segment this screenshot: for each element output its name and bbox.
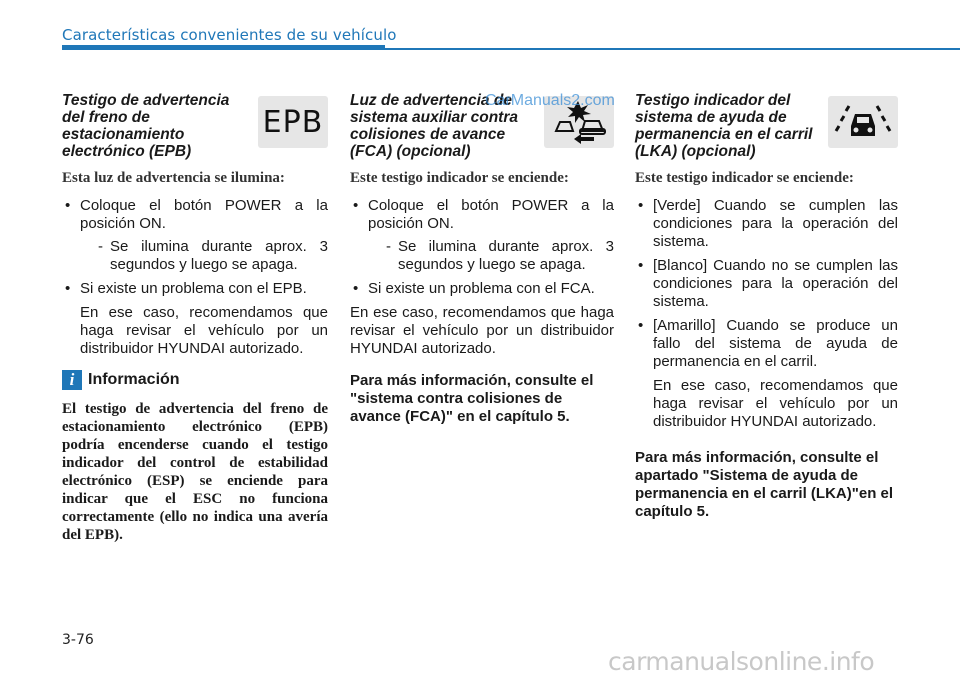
section-title-fca: Luz de advertencia de sistema auxiliar contra colisiones de avance (FCA) (opcional): [350, 92, 518, 160]
bullet-text: [Amarillo] Cuando se produce un fallo del sistema de ayuda de permanencia en el carril.: [653, 317, 898, 370]
lead-text-epb: Esta luz de advertencia se ilumina:: [62, 170, 285, 186]
page-number: 3-76: [62, 632, 94, 648]
reference-note-lka: Para más información, consulte el apartado "Sistema de ayuda de permanencia en el carril (LKA)"en el capítulo 5.: [635, 449, 894, 520]
info-header: [62, 370, 328, 390]
info-text: El testigo de advertencia del freno de estacionamiento electrónico (EPB) podría encenderse cuando el testigo indicador del control de estabilidad electrónico (ESP) se enciende para indicar que el ESC no funciona correctamente (ello no indica una avería del EPB).: [62, 401, 328, 543]
lead-text-lka: Este testigo indicador se enciende:: [635, 170, 854, 186]
column-lka: [635, 92, 898, 521]
info-icon: i: [62, 370, 82, 390]
reference-note-fca: Para más información, consulte el "sistema contra colisiones de avance (FCA)" en el capítulo 5.: [350, 372, 594, 425]
epb-icon-text: EPB: [262, 104, 324, 140]
list-item: [635, 257, 898, 311]
sub-item: - Se ilumina durante aprox. 3 segundos y luego se apaga.: [98, 238, 328, 273]
bullet-list-lka: [635, 197, 898, 371]
bullet-list-epb: [62, 197, 328, 298]
section-header-lka: [635, 92, 898, 170]
sub-item: - Se ilumina durante aprox. 3 segundos y luego se apaga.: [386, 238, 614, 273]
info-title: Información: [88, 371, 180, 388]
watermark-top: CarManuals2.com: [485, 92, 615, 109]
bullet-text: [Verde] Cuando se cumplen las condiciones para la operación del sistema.: [653, 197, 898, 250]
watermark-bottom: carmanualsonline.info: [608, 647, 875, 676]
note-text-epb: En ese caso, recomendamos que haga revisar el vehículo por un distribuidor HYUNDAI autorizado.: [80, 304, 328, 357]
bullet-text: Coloque el botón POWER a la posición ON.: [368, 197, 614, 232]
list-item: [62, 280, 328, 298]
bullet-text: Si existe un problema con el FCA.: [368, 280, 595, 297]
column-fca: [350, 92, 614, 426]
sub-item-text: Se ilumina durante aprox. 3 segundos y luego se apaga.: [398, 238, 614, 273]
section-title-lka: Testigo indicador del sistema de ayuda de permanencia en el carril (LKA) (opcional): [635, 92, 813, 160]
list-item: [635, 197, 898, 251]
header-rule-thin: [385, 48, 960, 50]
bullet-list-fca: [350, 197, 614, 298]
list-item: [635, 317, 898, 371]
column-epb: [62, 92, 328, 544]
lane-keeping-assist-icon: [828, 96, 898, 148]
page-header-title: Características convenientes de su vehículo: [62, 26, 397, 44]
epb-icon: [258, 96, 328, 148]
list-item: [350, 280, 614, 298]
lka-icon-graphic: [833, 100, 893, 144]
list-item: [350, 197, 614, 274]
section-title-epb: Testigo de advertencia del freno de estacionamiento electrónico (EPB): [62, 92, 230, 160]
section-header-epb: [62, 92, 328, 170]
list-item: [62, 197, 328, 274]
bullet-text: Si existe un problema con el EPB.: [80, 280, 307, 297]
bullet-text: [Blanco] Cuando no se cumplen las condiciones para la operación del sistema.: [653, 257, 898, 310]
paragraph-fca: En ese caso, recomendamos que haga revisar el vehículo por un distribuidor HYUNDAI autorizado.: [350, 304, 614, 357]
sub-item-text: Se ilumina durante aprox. 3 segundos y luego se apaga.: [110, 238, 328, 273]
note-text-lka: En ese caso, recomendamos que haga revisar el vehículo por un distribuidor HYUNDAI autorizado.: [653, 377, 898, 430]
lead-text-fca: Este testigo indicador se enciende:: [350, 170, 569, 186]
header-rule-thick: [62, 45, 385, 50]
bullet-text: Coloque el botón POWER a la posición ON.: [80, 197, 328, 232]
